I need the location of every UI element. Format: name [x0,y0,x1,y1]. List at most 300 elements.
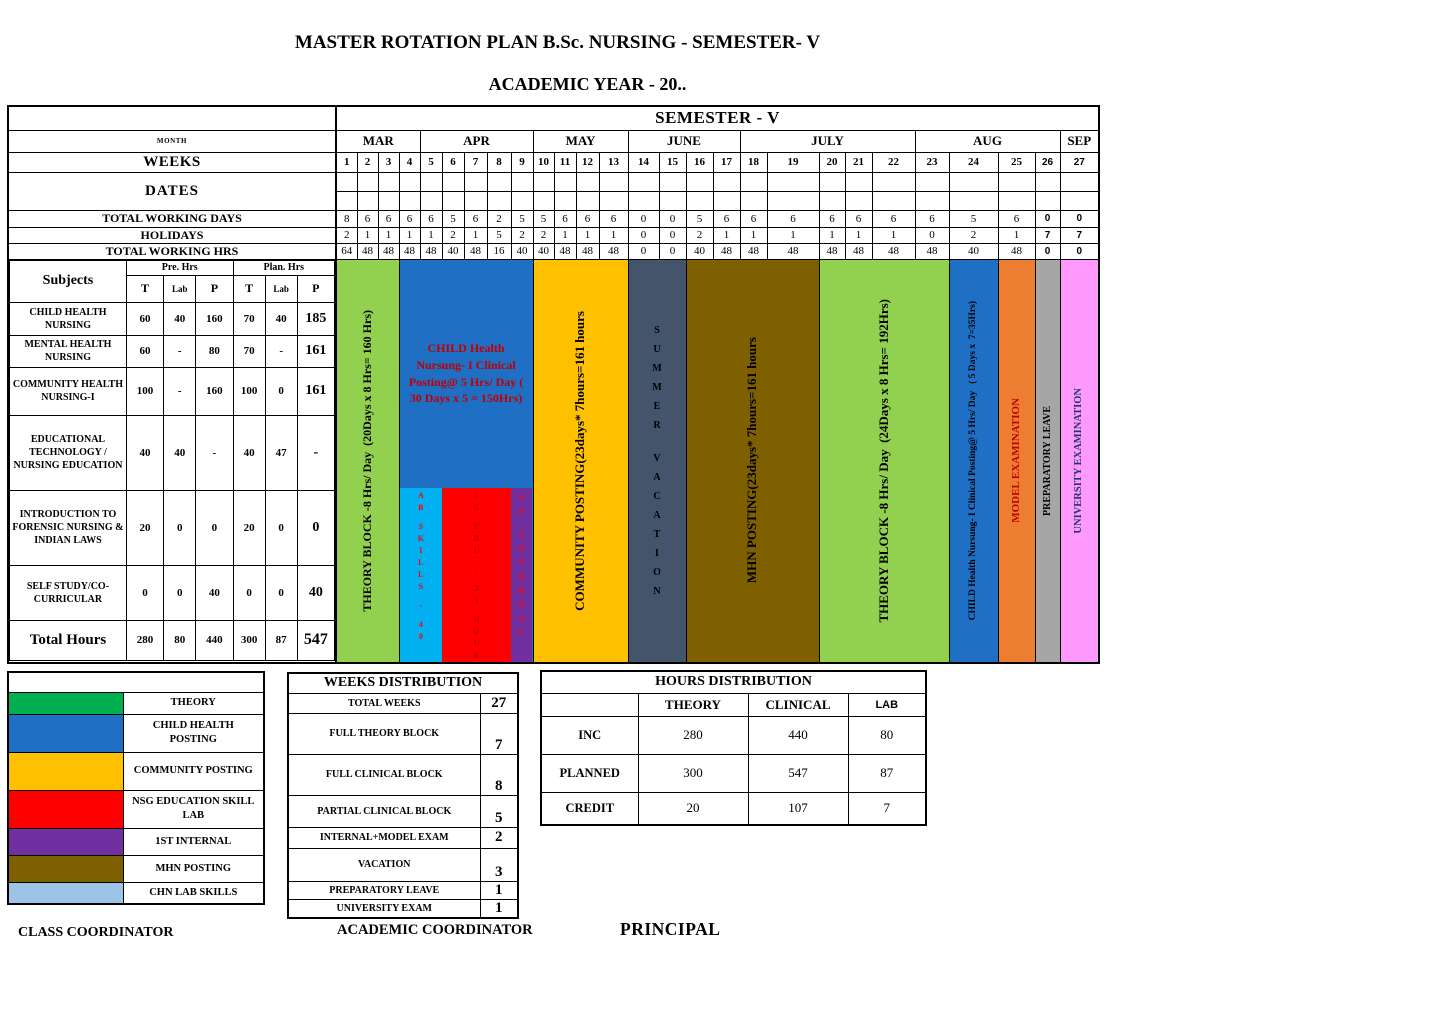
date-cell [740,191,767,210]
holidays-cell: 1 [378,227,399,243]
working-days-cell: 6 [420,210,442,227]
working-days-cell: 6 [915,210,949,227]
university-examination-label: UNIVERSITY EXAMINATION [1073,387,1085,534]
working-days-cell: 6 [554,210,576,227]
academic-year-title: ACADEMIC YEAR - 20.. [488,74,687,94]
week-number-cell: 18 [740,152,767,172]
university-examination-block [1060,259,1099,663]
subject-name: COMMUNITY HEALTH NURSING-I [10,367,127,415]
child-health-posting-1-label: CHILD Health Nursung- I Clinical Posting@ 5 Hrs/ Day ( 30 Days x 5 = 150Hrs) [408,340,524,406]
week-number-cell: 4 [399,152,420,172]
subject-value: 185 [297,302,334,335]
working-days-cell: 0 [628,210,659,227]
week-number-cell: 16 [686,152,713,172]
holidays-cell: 1 [554,227,576,243]
weeks-row-label: WEEKS [8,152,336,172]
total-hours-value: 547 [297,620,334,660]
child-health-posting-2-label: CHILD Health Nursung- I Clinical Posting@ 5 Hrs/ Day ( 5 Days x 7=35Hrs) [968,300,979,621]
total-hours-label: Total Hours [10,620,127,660]
hours-dist-corner [541,693,638,716]
date-cell [740,172,767,191]
date-cell [1060,191,1099,210]
subject-value: 60 [126,302,163,335]
holidays-cell: 1 [740,227,767,243]
date-cell [713,191,740,210]
date-cell [442,172,464,191]
hours-dist-row-label: CREDIT [541,792,638,825]
working-hrs-cell: 48 [357,243,378,259]
working-hrs-cell: 48 [599,243,628,259]
subject-value: 0 [233,565,265,620]
subject-value: 0 [265,490,297,565]
date-cell [845,191,872,210]
weeks-dist-value: 8 [480,754,518,795]
subject-value: 40 [233,415,265,490]
week-number-cell: 11 [554,152,576,172]
date-cell [628,191,659,210]
legend-swatch-community-posting [8,752,123,790]
subject-value: 0 [126,565,163,620]
working-hrs-cell: 48 [554,243,576,259]
week-number-cell: 22 [872,152,915,172]
weeks-dist-value: 27 [480,693,518,713]
subject-value: 160 [196,367,233,415]
preparatory-leave-label: PREPARATORY LEAVE [1042,405,1053,516]
working-hrs-cell: 48 [576,243,599,259]
hours-dist-value: 87 [848,754,926,792]
subject-value: - [265,335,297,367]
weeks-distribution-title: WEEKS DISTRIBUTION [288,673,518,693]
legend-swatch-nsg-education-skill-lab [8,790,123,828]
subjects-table [9,260,335,661]
week-number-cell: 24 [949,152,998,172]
subject-value: 0 [164,490,196,565]
class-coordinator-signature: CLASS COORDINATOR [18,925,174,940]
date-cell [767,191,819,210]
hours-dist-value: 280 [638,716,748,754]
month-cell: AUG [915,130,1060,152]
academic-coordinator-signature: ACADEMIC COORDINATOR [337,922,533,938]
total-hours-value: 440 [196,620,233,660]
week-number-cell: 13 [599,152,628,172]
date-cell [628,172,659,191]
working-days-cell: 6 [713,210,740,227]
week-number-cell: 27 [1060,152,1099,172]
working-hrs-cell: 48 [399,243,420,259]
working-days-row-label: TOTAL WORKING DAYS [8,210,336,227]
subject-value: 60 [126,335,163,367]
working-days-cell: 2 [487,210,511,227]
holidays-cell: 1 [599,227,628,243]
working-days-cell: 5 [442,210,464,227]
date-cell [915,172,949,191]
col-header-t: T [126,275,163,302]
holidays-cell: 1 [845,227,872,243]
hours-dist-value: 300 [638,754,748,792]
total-hours-value: 80 [164,620,196,660]
col-header-lab: Lab [265,275,297,302]
date-cell [659,191,686,210]
weeks-dist-label: FULL CLINICAL BLOCK [288,754,480,795]
weeks-dist-value: 1 [480,881,518,899]
week-number-cell: 3 [378,152,399,172]
week-number-cell: 12 [576,152,599,172]
legend-swatch-child-health-posting [8,714,123,752]
weeks-dist-value: 7 [480,713,518,754]
holidays-cell: 1 [872,227,915,243]
holidays-cell: 1 [357,227,378,243]
date-cell [1060,172,1099,191]
subject-value: 40 [126,415,163,490]
week-number-cell: 14 [628,152,659,172]
working-hrs-cell: 64 [336,243,357,259]
plan-hrs-header: Plan. Hrs [233,260,334,275]
mhn-posting-block [686,259,819,663]
date-cell [599,191,628,210]
date-cell [872,191,915,210]
holidays-cell: 1 [767,227,819,243]
working-hrs-cell: 48 [713,243,740,259]
working-hrs-cell: 48 [872,243,915,259]
weeks-dist-value: 5 [480,795,518,827]
weeks-dist-label: INTERNAL+MODEL EXAM [288,827,480,848]
date-cell [487,191,511,210]
subject-value: 160 [196,302,233,335]
weeks-distribution-table [287,672,519,919]
holidays-cell: 0 [628,227,659,243]
date-cell [1035,172,1060,191]
date-cell [845,172,872,191]
date-cell [533,191,554,210]
holidays-cell: 2 [533,227,554,243]
theory-block-1-label: THEORY BLOCK -8 Hrs/ Day (20Days x 8 Hrs= 160 Hrs) [360,309,375,612]
holidays-cell: 2 [511,227,533,243]
preparatory-leave-block [1035,259,1060,663]
legend-label: THEORY [123,692,264,714]
hours-dist-value: 80 [848,716,926,754]
working-days-cell: 0 [1060,210,1099,227]
date-cell [487,172,511,191]
working-hrs-cell: 48 [378,243,399,259]
subject-name: CHILD HEALTH NURSING [10,302,127,335]
total-hours-value: 300 [233,620,265,660]
total-hours-value: 87 [265,620,297,660]
working-days-cell: 5 [533,210,554,227]
date-cell [336,191,357,210]
week-number-cell: 10 [533,152,554,172]
subject-value: 20 [233,490,265,565]
week-number-cell: 5 [420,152,442,172]
subjects-panel [8,259,336,663]
week-number-cell: 26 [1035,152,1060,172]
child-health-posting-1-block [399,259,533,663]
community-posting-block [533,259,628,663]
working-days-cell: 8 [336,210,357,227]
legend-swatch-theory [8,692,123,714]
theory-block-2-block [819,259,949,663]
date-cell [511,191,533,210]
date-cell [420,191,442,210]
week-number-cell: 9 [511,152,533,172]
subject-name: INTRODUCTION TO FORENSIC NURSING & INDIAN LAWS [10,490,127,565]
week-number-cell: 6 [442,152,464,172]
working-days-cell: 6 [740,210,767,227]
weeks-dist-label: FULL THEORY BLOCK [288,713,480,754]
working-hrs-cell: 48 [845,243,872,259]
working-days-cell: 6 [767,210,819,227]
legend-label: COMMUNITY POSTING [123,752,264,790]
working-hrs-cell: 40 [442,243,464,259]
hours-dist-col-clinical: CLINICAL [748,693,848,716]
holidays-cell: 0 [659,227,686,243]
subject-value: 0 [164,565,196,620]
working-hrs-cell: 48 [740,243,767,259]
model-examination-block [998,259,1035,663]
date-cell [554,172,576,191]
hours-dist-value: 20 [638,792,748,825]
holidays-cell: 1 [420,227,442,243]
working-hrs-cell: 48 [420,243,442,259]
legend-swatch-1st-internal [8,828,123,855]
working-hrs-cell: 40 [511,243,533,259]
summer-vacation-block [628,259,686,663]
date-cell [872,172,915,191]
month-cell: MAY [533,130,628,152]
working-hrs-cell: 48 [998,243,1035,259]
working-days-cell: 5 [949,210,998,227]
month-cell: MAR [336,130,420,152]
holidays-cell: 2 [442,227,464,243]
date-cell [554,191,576,210]
date-cell [949,191,998,210]
working-hrs-cell: 40 [533,243,554,259]
hours-dist-row-label: INC [541,716,638,754]
month-cell: JULY [740,130,915,152]
hours-distribution-table [540,670,927,826]
holidays-cell: 2 [686,227,713,243]
working-hrs-cell: 40 [686,243,713,259]
weeks-dist-label: UNIVERSITY EXAM [288,899,480,918]
holidays-cell: 7 [1035,227,1060,243]
hours-dist-row-label: PLANNED [541,754,638,792]
week-number-cell: 17 [713,152,740,172]
holidays-cell: 7 [1060,227,1099,243]
holidays-row-label: HOLIDAYS [8,227,336,243]
subject-value: 80 [196,335,233,367]
holidays-cell: 1 [576,227,599,243]
weeks-dist-value: 3 [480,848,518,881]
date-cell [767,172,819,191]
col-header-t: T [233,275,265,302]
legend-label: 1ST INTERNAL [123,828,264,855]
working-hrs-cell: 40 [949,243,998,259]
subject-name: EDUCATIONAL TECHNOLOGY / NURSING EDUCATION [10,415,127,490]
date-cell [442,191,464,210]
legend-label: NSG EDUCATION SKILL LAB [123,790,264,828]
date-cell [464,172,487,191]
legend-label: MHN POSTING [123,855,264,882]
week-number-cell: 19 [767,152,819,172]
working-days-cell: 0 [1035,210,1060,227]
working-hrs-cell: 48 [915,243,949,259]
date-cell [576,191,599,210]
subject-value: 40 [297,565,334,620]
date-cell [599,172,628,191]
weeks-dist-label: PREPARATORY LEAVE [288,881,480,899]
working-hrs-cell: 0 [1060,243,1099,259]
hours-dist-value: 7 [848,792,926,825]
date-cell [336,172,357,191]
date-cell [998,191,1035,210]
subject-value: 40 [164,302,196,335]
subject-value: 0 [196,490,233,565]
mhn-posting-label: MHN POSTING(23days* 7hours=161 hours [744,337,760,584]
legend-label: CHN LAB SKILLS [123,882,264,904]
subject-value: 40 [164,415,196,490]
subject-name: MENTAL HEALTH NURSING [10,335,127,367]
rotation-plan-table [7,105,1100,664]
corner-cell [8,106,336,130]
working-days-cell: 6 [399,210,420,227]
week-number-cell: 1 [336,152,357,172]
working-days-cell: 5 [511,210,533,227]
child-health-posting-2-block [949,259,998,663]
week-number-cell: 15 [659,152,686,172]
legend-label: CHILD HEALTH POSTING [123,714,264,752]
subject-value: 70 [233,335,265,367]
hours-dist-col-theory: THEORY [638,693,748,716]
date-cell [511,172,533,191]
col-header-lab: Lab [164,275,196,302]
date-cell [399,191,420,210]
month-cell: SEP [1060,130,1099,152]
hours-dist-value: 547 [748,754,848,792]
subject-value: - [196,415,233,490]
date-cell [357,191,378,210]
hours-dist-col-lab: LAB [848,693,926,716]
working-days-cell: 5 [686,210,713,227]
weeks-dist-label: VACATION [288,848,480,881]
page-title: MASTER ROTATION PLAN B.Sc. NURSING - SEMESTER- V [294,32,821,53]
nsg-edu-skill-lab-strip: S G E D U - 3 5 H O U R [442,488,510,662]
hours-distribution-title: HOURS DISTRIBUTION [541,671,926,693]
week-number-cell: 8 [487,152,511,172]
weeks-dist-label: PARTIAL CLINICAL BLOCK [288,795,480,827]
working-hrs-row-label: TOTAL WORKING HRS [8,243,336,259]
month-cell: JUNE [628,130,740,152]
semester-title: SEMESTER - V [336,106,1099,130]
date-cell [378,172,399,191]
subject-value: 0 [265,565,297,620]
weeks-dist-value: 2 [480,827,518,848]
holidays-cell: 1 [819,227,845,243]
month-cell: APR [420,130,533,152]
model-examination-label: MODEL EXAMINATION [1010,398,1023,523]
subject-value: - [164,367,196,415]
working-days-cell: 6 [998,210,1035,227]
week-number-cell: 20 [819,152,845,172]
subject-value: 161 [297,367,334,415]
working-hrs-cell: 48 [819,243,845,259]
pre-hrs-header: Pre. Hrs [126,260,233,275]
working-days-cell: 6 [819,210,845,227]
subject-value: 0 [265,367,297,415]
community-posting-label: COMMUNITY POSTING(23days* 7hours=161 hours [572,310,588,611]
subject-value: 100 [126,367,163,415]
week-number-cell: 25 [998,152,1035,172]
subject-value: 161 [297,335,334,367]
date-cell [464,191,487,210]
weeks-dist-label: TOTAL WEEKS [288,693,480,713]
working-days-cell: 6 [872,210,915,227]
week-number-cell: 21 [845,152,872,172]
subject-value: 0 [297,490,334,565]
holidays-cell: 2 [336,227,357,243]
date-cell [686,172,713,191]
holidays-cell: 2 [949,227,998,243]
summer-vacation-label: S U M M E R V A C A T I O N [652,324,662,597]
working-days-cell: 6 [576,210,599,227]
date-cell [357,172,378,191]
theory-block-2-label: THEORY BLOCK -8 Hrs/ Day (24Days x 8 Hrs= 192Hrs) [875,298,891,623]
week-number-cell: 23 [915,152,949,172]
subject-value: 47 [265,415,297,490]
weeks-dist-value: 1 [480,899,518,918]
subjects-header: Subjects [10,260,127,302]
date-cell [819,172,845,191]
subject-value: - [164,335,196,367]
total-hours-value: 280 [126,620,163,660]
legend-empty-row [8,672,264,692]
subject-value: 20 [126,490,163,565]
holidays-cell: 1 [399,227,420,243]
subject-value: 40 [265,302,297,335]
date-cell [998,172,1035,191]
date-cell [533,172,554,191]
date-cell [1035,191,1060,210]
date-cell [420,172,442,191]
first-internal-strip: S T I N T E R N A L [511,488,533,662]
date-cell [686,191,713,210]
holidays-cell: 5 [487,227,511,243]
subject-value: 100 [233,367,265,415]
subject-value: 40 [196,565,233,620]
legend-swatch-chn-lab-skills [8,882,123,904]
date-cell [713,172,740,191]
holidays-cell: 0 [915,227,949,243]
hours-dist-value: 107 [748,792,848,825]
theory-block-1-block [336,259,399,663]
week-number-cell: 2 [357,152,378,172]
subject-name: SELF STUDY/CO-CURRICULAR [10,565,127,620]
holidays-cell: 1 [464,227,487,243]
working-hrs-cell: 48 [767,243,819,259]
working-hrs-cell: 0 [1035,243,1060,259]
dates-row-label: DATES [8,172,336,210]
subject-value: 70 [233,302,265,335]
working-hrs-cell: 16 [487,243,511,259]
date-cell [915,191,949,210]
legend-swatch-mhn-posting [8,855,123,882]
holidays-cell: 1 [713,227,740,243]
date-cell [399,172,420,191]
date-cell [576,172,599,191]
working-days-cell: 6 [845,210,872,227]
chn-lab-skills-strip: A B S K I L L S - 4 0 [400,488,443,662]
date-cell [819,191,845,210]
date-cell [659,172,686,191]
holidays-cell: 1 [998,227,1035,243]
